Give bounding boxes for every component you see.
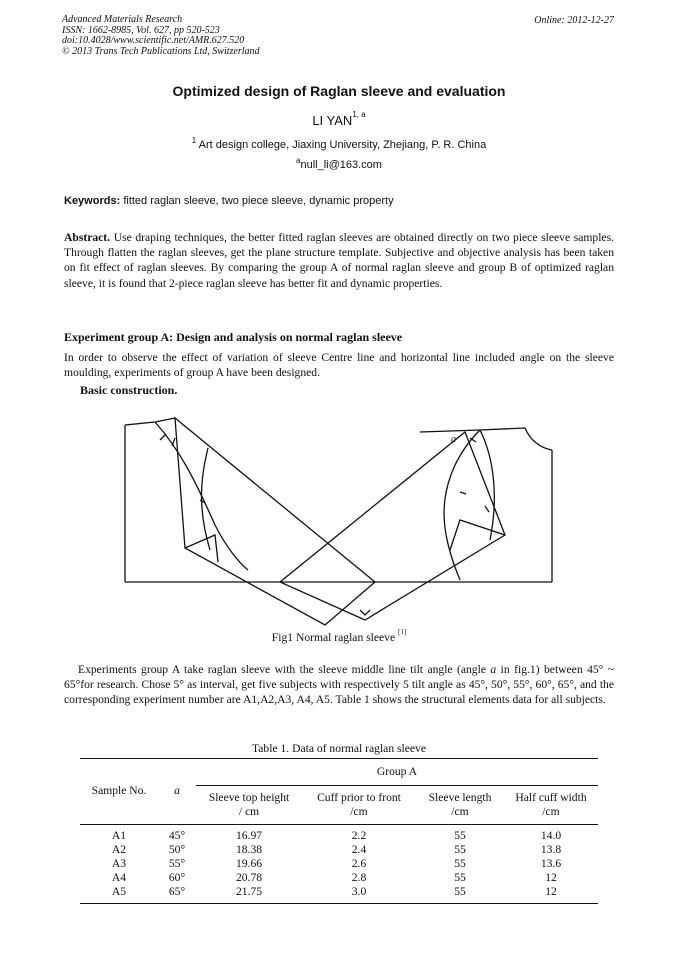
cell: 18.38 (235, 843, 263, 856)
doi: doi:10.4028/www.scientific.net/AMR.627.520 (62, 35, 245, 46)
cell: 12 (545, 871, 557, 884)
left-sleeve (175, 418, 375, 625)
header-unit: /cm (542, 804, 560, 818)
cell: 2.4 (351, 843, 367, 856)
journal-name: Advanced Materials Research (62, 14, 183, 25)
experiment-paragraph (64, 662, 614, 708)
right-raglan-line (444, 430, 480, 580)
data-table (80, 758, 598, 899)
right-sleeve (280, 432, 505, 620)
cell: 60° (168, 871, 186, 884)
abstract (64, 230, 614, 291)
cell: 65° (168, 885, 186, 898)
email: null_li@163.com (300, 159, 382, 171)
cell: 13.6 (540, 857, 562, 870)
section-heading: Experiment group A: Design and analysis on normal raglan sleeve (64, 330, 403, 344)
header-group: Group A (376, 764, 418, 778)
author-sup: 1, a (352, 110, 366, 119)
affiliation-line (0, 136, 678, 151)
affiliation: Art design college, Jiaxing University, Zhejiang, P. R. China (198, 139, 487, 151)
header-unit: /cm (350, 804, 368, 818)
author-name: LI YAN (312, 113, 353, 128)
left-underarm (185, 535, 218, 562)
table-header-row-1 (80, 758, 598, 785)
figure-caption (0, 628, 678, 644)
copyright: © 2013 Trans Tech Publications Ltd, Switzerland (62, 45, 260, 57)
cell: 3.0 (351, 885, 367, 898)
abstract-label: Abstract. (64, 231, 111, 244)
raglan-pattern-drawing (120, 410, 560, 635)
cell: 16.97 (235, 829, 263, 842)
keywords-label: Keywords: (64, 195, 121, 207)
header-line: Sleeve top height (208, 790, 290, 804)
cell: 2.8 (351, 871, 367, 884)
sleeve-hem-mark (360, 610, 370, 615)
cell: 2.6 (351, 857, 367, 870)
cell: 55 (454, 857, 466, 870)
cell: 55 (454, 829, 466, 842)
header-sample: Sample No. (91, 784, 147, 797)
cell: A2 (111, 843, 127, 856)
header-col (504, 785, 598, 824)
cell: 55 (454, 885, 466, 898)
right-armhole-curve (480, 430, 494, 540)
cell: A5 (111, 885, 127, 898)
figure-1 (120, 410, 560, 635)
table-row (80, 885, 598, 899)
email-sup: a (296, 156, 301, 165)
cell: 45° (168, 829, 186, 842)
right-underarm (450, 520, 505, 550)
header-col (302, 785, 416, 824)
cell: 13.8 (540, 843, 562, 856)
issn: ISSN: 1662-8985, Vol. 627, pp 520-523 (62, 24, 220, 36)
cell: 55° (168, 857, 186, 870)
cell: 19.66 (235, 857, 263, 870)
affil-sup: 1 (191, 136, 197, 145)
para-part-3: between 45° ~ 65°for research. Chose 5° as interval, get five subjects with respectively 5 tilt angle as 45°, 50°, 55°, 60°, 65°, and the corresponding experiment number are A1,A2,A3, A4, A5. Table 1 shows the structural elements data for all subjects. (64, 663, 615, 707)
right-shoulder-ref (420, 430, 480, 432)
para-part-1: Experiments group A take raglan sleeve with the sleeve middle line tilt angle (angle (78, 663, 491, 676)
para-angle-var: a (490, 663, 497, 676)
table-row (80, 871, 598, 885)
header-line: Half cuff width (515, 790, 587, 804)
right-body-outline (480, 428, 552, 582)
left-body-outline (125, 418, 175, 582)
online-date: Online: 2012-12-27 (534, 15, 614, 26)
table-rule-bottom (80, 903, 598, 904)
cell: A4 (111, 871, 127, 884)
header-unit: / cm (238, 804, 260, 818)
cell: 14.0 (540, 829, 562, 842)
abstract-text: Use draping techniques, the better fitted raglan sleeves are obtained directly on two piece sleeve samples. Through flatten the raglan sleeves, get the plane structure template. Subjective and objective analysis has been taken on fit effect of raglan sleeves. By comparing the group A of normal raglan sleeve and group B of optimized raglan sleeve, it is found that 2-piece raglan sleeve has better fit and dynamic properties. (64, 231, 614, 290)
cell: 50° (168, 843, 186, 856)
header-line: Cuff prior to front (317, 790, 401, 804)
header-col (416, 785, 504, 824)
header-unit: /cm (451, 804, 469, 818)
angle-label: a (451, 434, 456, 445)
cell: 12 (545, 885, 557, 898)
table-row (80, 843, 598, 857)
table-row (80, 829, 598, 843)
journal-header (62, 15, 260, 57)
table-row (80, 857, 598, 871)
figure-ref: [1] (398, 628, 407, 636)
cell: 55 (454, 843, 466, 856)
section-text: In order to observe the effect of variation of sleeve Centre line and horizontal line included angle on the sleeve moulding, experiments of group A have been designed. (64, 351, 614, 380)
cell: 2.2 (351, 829, 367, 842)
subheading: Basic construction. (80, 383, 178, 397)
header-col (196, 785, 302, 824)
email-line (0, 156, 678, 171)
keywords (64, 195, 394, 207)
figure-caption-text: Fig1 Normal raglan sleeve (271, 631, 396, 644)
header-angle: a (174, 784, 180, 797)
cell: A3 (111, 857, 127, 870)
paper-title: Optimized design of Raglan sleeve and evaluation (172, 83, 506, 99)
left-notches (160, 434, 205, 503)
cell: 20.78 (235, 871, 263, 884)
para-part-2: in fig.1) (496, 663, 540, 676)
cell: A1 (111, 829, 127, 842)
cell: 55 (454, 871, 466, 884)
cell: 21.75 (235, 885, 263, 898)
header-line: Sleeve length (428, 790, 492, 804)
author-line (0, 110, 678, 128)
keywords-text: fitted raglan sleeve, two piece sleeve, dynamic property (123, 195, 394, 207)
table-caption: Table 1. Data of normal raglan sleeve (252, 742, 426, 755)
